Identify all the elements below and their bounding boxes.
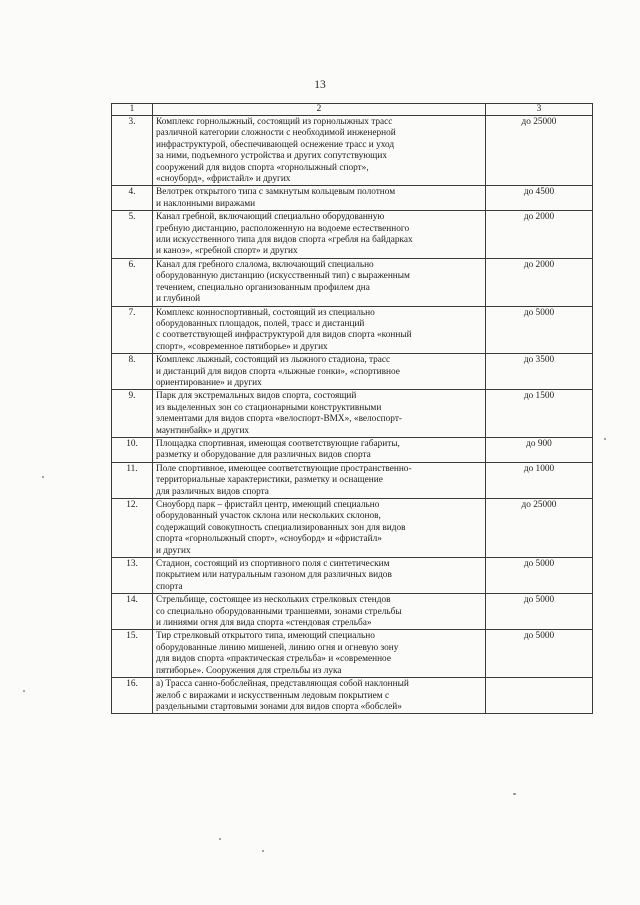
row-number: 15. bbox=[112, 630, 153, 678]
description-line: желоб с виражами и искусственным ледовым покрытием с bbox=[156, 690, 390, 701]
row-number: 10. bbox=[112, 437, 153, 462]
scan-speck bbox=[219, 838, 221, 840]
description-line: или искусственного типа для видов спорта «гребля на байдарках bbox=[156, 235, 413, 246]
description-line: и каноэ», «гребной спорт» и других bbox=[156, 246, 298, 257]
description-line: маунтинбайк» и других bbox=[156, 425, 250, 436]
description-line: Поле спортивное, имеющее соответствующие пространственно- bbox=[156, 463, 412, 474]
table-row bbox=[112, 306, 593, 354]
row-area: до 2000 bbox=[486, 211, 593, 259]
description-line: Парк для экстремальных видов спорта, состоящий bbox=[156, 391, 357, 402]
table-row bbox=[112, 116, 593, 186]
scan-speck bbox=[262, 850, 264, 852]
row-number: 12. bbox=[112, 499, 153, 558]
row-area: до 900 bbox=[486, 437, 593, 462]
row-description bbox=[153, 116, 486, 186]
header-cell-2: 2 bbox=[153, 104, 486, 116]
row-number: 13. bbox=[112, 558, 153, 594]
description-line: для различных видов спорта bbox=[156, 486, 269, 497]
row-area: до 25000 bbox=[486, 499, 593, 558]
row-area: до 1000 bbox=[486, 462, 593, 498]
facilities-table bbox=[111, 103, 593, 714]
description-line: «сноуборд», «фристайл» и других bbox=[156, 174, 291, 185]
scan-speck bbox=[23, 690, 25, 692]
description-line: различной категории сложности с необходимой инженерной bbox=[156, 128, 396, 139]
row-area: до 5000 bbox=[486, 630, 593, 678]
row-area bbox=[486, 678, 593, 714]
table-row bbox=[112, 186, 593, 211]
description-line: раздельными стартовыми зонами для видов спорта «бобслей» bbox=[156, 701, 402, 712]
description-line: спорта bbox=[156, 581, 183, 592]
description-line: Стрельбище, состоящее из нескольких стрелковых стендов bbox=[156, 595, 391, 606]
description-line: и наклонными виражами bbox=[156, 198, 256, 209]
row-area: до 1500 bbox=[486, 390, 593, 438]
row-description bbox=[153, 354, 486, 390]
table-row bbox=[112, 630, 593, 678]
description-line: Сноуборд парк – фристайл центр, имеющий специально bbox=[156, 500, 380, 510]
row-description bbox=[153, 462, 486, 498]
table-row bbox=[112, 354, 593, 390]
header-cell-1: 1 bbox=[112, 104, 153, 116]
description-line: с соответствующей инфраструктурой для видов спорта «конный bbox=[156, 330, 412, 341]
row-area: до 4500 bbox=[486, 186, 593, 211]
description-line: оборудованных площадок, полей, трасс и дистанций bbox=[156, 318, 365, 329]
description-line: Канал гребной, включающий специально оборудованную bbox=[156, 212, 385, 223]
row-number: 8. bbox=[112, 354, 153, 390]
row-description bbox=[153, 258, 486, 306]
description-line: оборудованную дистанцию (искусственный тип) с выраженным bbox=[156, 271, 410, 282]
description-line: разметку и оборудование для различных видов спорта bbox=[156, 450, 371, 461]
row-description bbox=[153, 306, 486, 354]
description-line: Комплекс горнолыжный, состоящий из горнолыжных трасс bbox=[156, 117, 393, 127]
row-area: до 5000 bbox=[486, 306, 593, 354]
description-line: элементами для видов спорта «велоспорт-BMX», «велоспорт- bbox=[156, 414, 402, 425]
description-line: Велотрек открытого типа с замкнутым кольцевым полотном bbox=[156, 187, 396, 198]
description-line: за ними, подъемного устройства и других сопутствующих bbox=[156, 151, 387, 162]
description-line: Тир стрелковый открытого типа, имеющий специально bbox=[156, 631, 375, 642]
description-line: Комплекс конноспортивный, состоящий из специально bbox=[156, 307, 375, 318]
scan-speck bbox=[42, 476, 44, 478]
row-number: 5. bbox=[112, 211, 153, 259]
row-number: 6. bbox=[112, 258, 153, 306]
description-line: инфраструктурой, обеспечивающей оснежение трасс и уход bbox=[156, 139, 395, 150]
header-cell-3: 3 bbox=[486, 104, 593, 116]
table-row bbox=[112, 499, 593, 558]
row-description bbox=[153, 186, 486, 211]
description-line: и других bbox=[156, 545, 191, 556]
row-description bbox=[153, 390, 486, 438]
description-line: и линиями огня для вида спорта «стендовая стрельба» bbox=[156, 618, 372, 629]
row-area: до 5000 bbox=[486, 594, 593, 630]
description-line: сооружений для видов спорта «горнолыжный спорт», bbox=[156, 162, 369, 173]
row-description bbox=[153, 630, 486, 678]
row-number: 7. bbox=[112, 306, 153, 354]
row-area: до 3500 bbox=[486, 354, 593, 390]
row-description bbox=[153, 558, 486, 594]
row-description bbox=[153, 437, 486, 462]
table-row bbox=[112, 437, 593, 462]
row-description bbox=[153, 211, 486, 259]
description-line: Стадион, состоящий из спортивного поля с синтетическим bbox=[156, 559, 390, 570]
row-number: 14. bbox=[112, 594, 153, 630]
table-row bbox=[112, 462, 593, 498]
description-line: оборудованные линию мишеней, линию огня и огневую зону bbox=[156, 642, 399, 653]
row-description bbox=[153, 678, 486, 714]
description-line: течением, специально организованным профилем дна bbox=[156, 282, 370, 293]
description-line: и дистанций для видов спорта «лыжные гонки», «спортивное bbox=[156, 366, 400, 377]
row-area: до 2000 bbox=[486, 258, 593, 306]
row-number: 11. bbox=[112, 462, 153, 498]
table-row bbox=[112, 258, 593, 306]
description-line: спорта «горнолыжный спорт», «сноуборд» и «фристайл» bbox=[156, 534, 382, 545]
row-area: до 25000 bbox=[486, 116, 593, 186]
description-line: Комплекс лыжный, состоящий из лыжного стадиона, трасс bbox=[156, 355, 391, 366]
description-line: оборудованный участок склона или нескольких склонов, bbox=[156, 511, 381, 522]
table-header-row bbox=[112, 104, 593, 116]
description-line: пятиборье». Сооружения для стрельбы из лука bbox=[156, 665, 342, 676]
scan-speck bbox=[604, 438, 606, 440]
description-line: спорт», «современное пятиборье» и других bbox=[156, 341, 328, 352]
row-number: 4. bbox=[112, 186, 153, 211]
row-number: 3. bbox=[112, 116, 153, 186]
description-line: содержащий совокупность специализированных зон для видов bbox=[156, 522, 406, 533]
description-line: ориентирование» и других bbox=[156, 377, 262, 388]
description-line: Площадка спортивная, имеющая соответствующие габариты, bbox=[156, 438, 400, 449]
row-description bbox=[153, 594, 486, 630]
scan-speck bbox=[513, 793, 516, 795]
description-line: территориальные характеристики, разметку и оснащение bbox=[156, 475, 383, 486]
description-line: Канал для гребного слалома, включающий специально bbox=[156, 259, 374, 270]
table-body bbox=[112, 104, 593, 714]
table-row bbox=[112, 678, 593, 714]
table-row bbox=[112, 594, 593, 630]
row-area: до 5000 bbox=[486, 558, 593, 594]
row-description bbox=[153, 499, 486, 558]
row-number: 9. bbox=[112, 390, 153, 438]
description-line: гребную дистанцию, расположенную на водоеме естественного bbox=[156, 223, 410, 234]
table-row bbox=[112, 390, 593, 438]
page-number: 13 bbox=[314, 79, 326, 91]
table-row bbox=[112, 211, 593, 259]
row-number: 16. bbox=[112, 678, 153, 714]
description-line: для видов спорта «практическая стрельба» и «современное bbox=[156, 654, 391, 665]
description-line: из выделенных зон со стационарными конструктивными bbox=[156, 402, 382, 413]
description-line: покрытием или натуральным газоном для различных видов bbox=[156, 570, 392, 581]
description-line: а) Трасса санно-бобслейная, представляющая собой наклонный bbox=[156, 679, 409, 690]
description-line: и глубиной bbox=[156, 294, 201, 305]
table-row bbox=[112, 558, 593, 594]
description-line: со специально оборудованными траншеями, зонами стрельбы bbox=[156, 606, 402, 617]
